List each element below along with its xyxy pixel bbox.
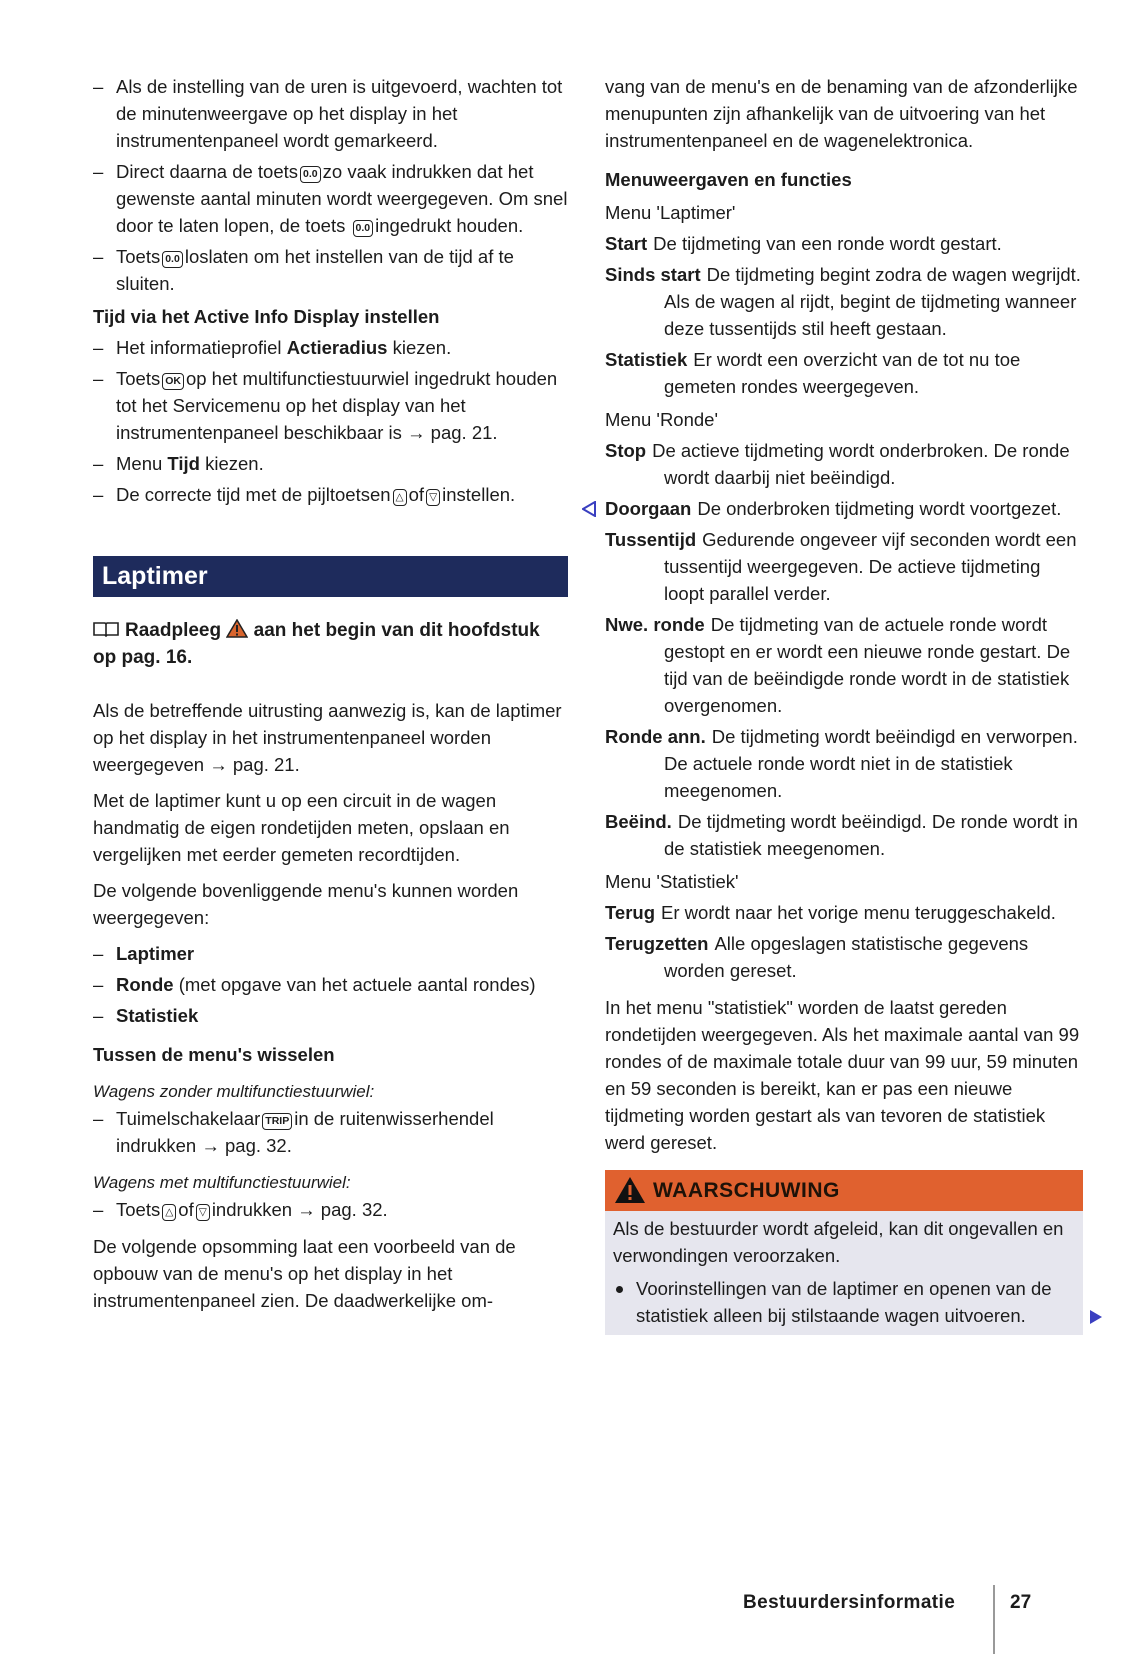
term-text: De actieve tijdmeting wordt onderbroken. De ronde wordt daarbij niet beëindigd.	[652, 440, 1070, 488]
page-number: 27	[1010, 1592, 1032, 1613]
item-bold: Tijd	[167, 453, 200, 474]
menu-list-item	[93, 940, 568, 967]
heading-wisselen: Tussen de menu's wisselen	[93, 1044, 335, 1065]
reference-note	[93, 617, 568, 671]
item-text: in de ruitenwisserhendel indrukken → pag. 32.	[116, 1108, 494, 1156]
item-text: Tuimelschakelaar	[116, 1108, 261, 1129]
list-item	[93, 334, 568, 361]
paragraph: Met de laptimer kunt u op een circuit in de wagen handmatig de eigen rondetijden meten, opslaan en vergelijken met eerder gemeten recordtijden.	[93, 790, 510, 865]
menu-list-item	[93, 1002, 568, 1029]
term: Nwe. ronde	[605, 614, 705, 635]
warning-header	[605, 1170, 1083, 1211]
definition	[605, 930, 1083, 984]
definition	[605, 899, 1083, 926]
definition	[605, 495, 1083, 522]
term: Statistiek	[605, 349, 688, 370]
term-text: Gedurende ongeveer vijf seconden wordt een tussentijd weergegeven. De actieve tijdmeting loopt parallel verder.	[664, 529, 1077, 604]
term: Beëind.	[605, 811, 672, 832]
warning-text: Als de bestuurder wordt afgeleid, kan dit ongevallen en verwondingen veroorzaken.	[613, 1218, 1064, 1266]
item-text: indrukken → pag. 32.	[211, 1199, 388, 1220]
right-column	[605, 73, 1083, 1335]
term-text: De tijdmeting wordt beëindigd en verworpen. De actuele ronde wordt niet in de statistiek meegenomen.	[664, 726, 1078, 801]
term-text: De tijdmeting begint zodra de wagen wegrijdt. Als de wagen al rijdt, begint de tijdmeting wanneer deze tussentijds stil heeft gestaan.	[664, 264, 1081, 339]
key-00-icon: 0.0	[353, 220, 374, 237]
list-item	[93, 1196, 568, 1223]
item-text: De correcte tijd met de pijltoetsen	[116, 484, 391, 505]
list-item	[93, 450, 568, 477]
arrow-up-key-icon: △	[162, 1204, 176, 1221]
menu-list-item	[93, 971, 568, 998]
continue-arrow-icon	[1089, 1309, 1103, 1325]
arrow-down-key-icon: ▽	[426, 489, 440, 506]
item-text: ingedrukt houden.	[375, 215, 524, 236]
term: Doorgaan	[605, 498, 692, 519]
footer-section: Bestuurdersinformatie	[743, 1592, 956, 1613]
warning-box	[605, 1170, 1083, 1335]
term-text: De onderbroken tijdmeting wordt voortgezet.	[697, 498, 1062, 519]
note-text: aan het begin van dit hoofdstuk op pag. 16.	[93, 620, 540, 668]
item-text: Toets	[116, 1199, 161, 1220]
section-title-laptimer: Laptimer	[93, 556, 568, 597]
item-text: kiezen.	[392, 337, 452, 358]
item-text: Toets	[116, 368, 161, 389]
term-text: De tijdmeting wordt beëindigd. De ronde wordt in de statistiek meegenomen.	[664, 811, 1078, 859]
warning-triangle-icon	[614, 1176, 646, 1204]
list-item	[93, 158, 568, 239]
definition	[605, 808, 1083, 862]
menu-name: Laptimer	[116, 943, 195, 964]
menu-label: Menu 'Laptimer'	[605, 202, 736, 223]
key-00-icon: 0.0	[300, 166, 321, 183]
definition	[605, 437, 1083, 491]
term: Tussentijd	[605, 529, 697, 550]
menu-label: Menu 'Statistiek'	[605, 871, 739, 892]
definition	[605, 723, 1083, 804]
key-00-icon: 0.0	[162, 251, 183, 268]
menu-label: Menu 'Ronde'	[605, 409, 718, 430]
paragraph: De volgende opsomming laat een voorbeeld van de opbouw van de menu's op het display in het instrumentenpaneel zien. De daadwerkelijke om-	[93, 1236, 516, 1311]
item-text: op het multifunctiestuurwiel ingedrukt houden tot het Servicemenu op het display van het instrumentenpaneel beschikbaar is → pag. 21.	[116, 368, 558, 443]
list-item	[93, 243, 568, 297]
term: Terugzetten	[605, 933, 709, 954]
item-text: Het informatieprofiel	[116, 337, 282, 358]
key-trip-icon: TRIP	[262, 1113, 292, 1130]
item-text: zo vaak indrukken dat het gewenste aantal minuten wordt weergegeven. Om snel door te laten lopen, de toets	[116, 161, 568, 236]
warning-title: WAARSCHUWING	[653, 1179, 840, 1202]
item-text: instellen.	[442, 484, 516, 505]
menu-name: Statistiek	[116, 1005, 199, 1026]
condition-label: Wagens zonder multifunctiestuurwiel:	[93, 1082, 375, 1101]
paragraph: Als de betreffende uitrusting aanwezig is, kan de laptimer op het display in het instrumentenpaneel worden weergegeven → pag. 21.	[93, 700, 562, 775]
warning-triangle-icon	[226, 619, 248, 638]
arrow-down-key-icon: ▽	[196, 1204, 210, 1221]
condition-label: Wagens met multifunctiestuurwiel:	[93, 1173, 351, 1192]
menu-extra: (met opgave van het actuele aantal rondes)	[178, 974, 536, 995]
section-end-triangle-icon	[582, 501, 596, 517]
book-icon	[93, 621, 119, 637]
term-text: De tijdmeting van een ronde wordt gestart.	[653, 233, 1002, 254]
item-text: Menu	[116, 453, 163, 474]
list-item	[93, 481, 536, 508]
definition	[605, 230, 1083, 257]
term-text: Er wordt naar het vorige menu teruggeschakeld.	[661, 902, 1056, 923]
item-text: of	[178, 1199, 194, 1220]
item-text: Toets	[116, 246, 161, 267]
term: Sinds start	[605, 264, 701, 285]
list-item	[93, 73, 568, 154]
item-text: Direct daarna de toets	[116, 161, 299, 182]
definition	[605, 346, 1083, 400]
note-text: Raadpleeg	[125, 620, 222, 641]
term-text: Er wordt een overzicht van de tot nu toe gemeten rondes weergegeven.	[664, 349, 1021, 397]
item-bold: Actieradius	[286, 337, 388, 358]
heading-tijd: Tijd via het Active Info Display instellen	[93, 306, 440, 327]
definition	[605, 611, 1083, 719]
definition	[605, 261, 1083, 342]
term-text: Alle opgeslagen statistische gegevens worden gereset.	[664, 933, 1029, 981]
term: Terug	[605, 902, 656, 923]
arrow-up-key-icon: △	[393, 489, 407, 506]
paragraph: vang van de menu's en de benaming van de afzonderlijke menupunten zijn afhankelijk van de uitvoering van het instrumentenpaneel en de wagenelektronica.	[605, 76, 1078, 151]
term: Stop	[605, 440, 647, 461]
footer-divider	[993, 1585, 995, 1654]
term-text: De tijdmeting van de actuele ronde wordt gestopt en er wordt een nieuwe ronde gestart. De tijd van de beëindigde ronde wordt in de statistiek overgenomen.	[664, 614, 1071, 716]
list-item	[93, 1105, 568, 1159]
term: Start	[605, 233, 648, 254]
item-text: of	[408, 484, 425, 505]
paragraph: De volgende bovenliggende menu's kunnen worden weergegeven:	[93, 880, 519, 928]
item-text: kiezen.	[205, 453, 264, 474]
warning-bullet: Voorinstellingen van de laptimer en openen van de statistiek alleen bij stilstaande wagen uitvoeren.	[613, 1275, 1075, 1329]
heading-menuweergaven: Menuweergaven en functies	[605, 169, 852, 190]
term: Ronde ann.	[605, 726, 706, 747]
list-item	[93, 365, 568, 446]
key-ok-icon: OK	[162, 373, 184, 390]
definition	[605, 526, 1083, 607]
menu-name: Ronde	[116, 974, 174, 995]
item-text: Als de instelling van de uren is uitgevoerd, wachten tot de minutenweergave op het display in het instrumentenpaneel wordt gemarkeerd.	[116, 76, 563, 151]
item-text: loslaten om het instellen van de tijd af te sluiten.	[116, 246, 514, 294]
left-column	[93, 73, 568, 1323]
paragraph: In het menu "statistiek" worden de laatst gereden rondetijden weergegeven. Als het maximale aantal van 99 rondes of de maximale totale duur van 99 uur, 59 minuten en 59 seconden is bereikt, kan er pas een nieuwe tijdmeting worden gestart als van tevoren de statistiek werd gereset.	[605, 997, 1080, 1153]
